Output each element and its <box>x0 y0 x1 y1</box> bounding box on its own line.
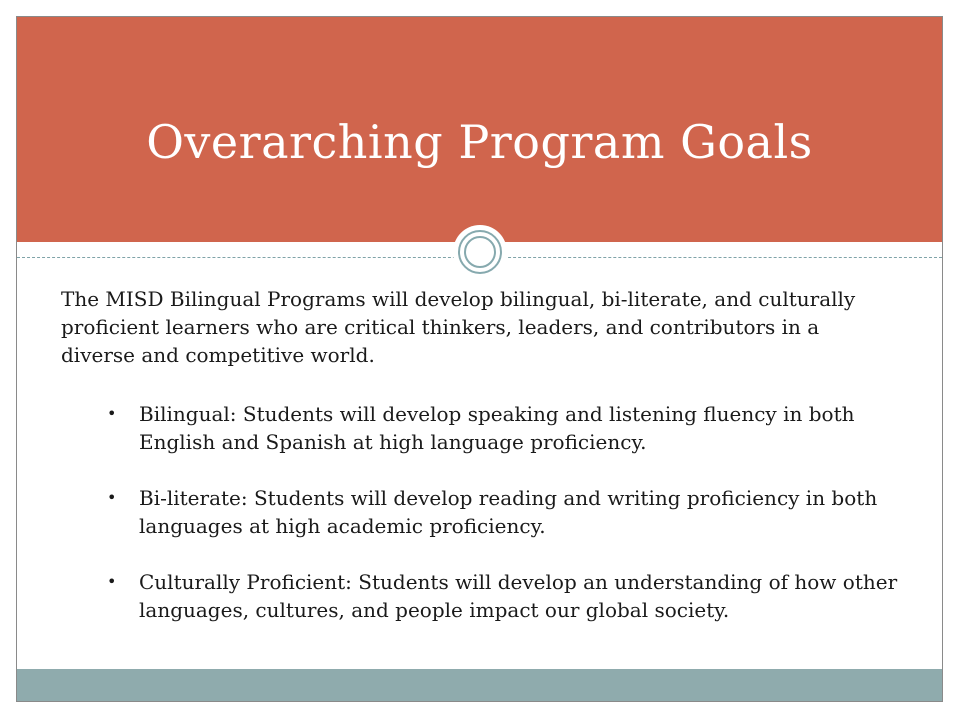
ornament-inner-ring <box>464 236 496 268</box>
list-item <box>105 400 905 456</box>
bullet-icon: • <box>107 404 117 423</box>
intro-paragraph: The MISD Bilingual Programs will develop bilingual, bi-literate, and culturally proficient learners who are critical thinkers, leaders, and contributors in a diverse and competitive world. <box>61 287 856 367</box>
bullet-text: Bi-literate: Students will develop reading and writing proficiency in both languages at high academic proficiency. <box>139 486 878 538</box>
slide <box>16 16 943 702</box>
list-item <box>105 568 905 624</box>
goals-list <box>105 400 905 652</box>
ornament-outer-ring <box>458 230 502 274</box>
circle-ornament-icon <box>453 225 507 279</box>
bullet-text: Bilingual: Students will develop speaking and listening fluency in both English and Spanish at high language proficiency. <box>139 402 855 454</box>
list-item <box>105 484 905 540</box>
bullet-text: Culturally Proficient: Students will develop an understanding of how other languages, cultures, and people impact our global society. <box>139 570 898 622</box>
footer-bar <box>17 669 942 701</box>
bullet-icon: • <box>107 572 117 591</box>
bullet-icon: • <box>107 488 117 507</box>
slide-title: Overarching Program Goals <box>146 115 813 169</box>
title-banner <box>17 17 942 242</box>
